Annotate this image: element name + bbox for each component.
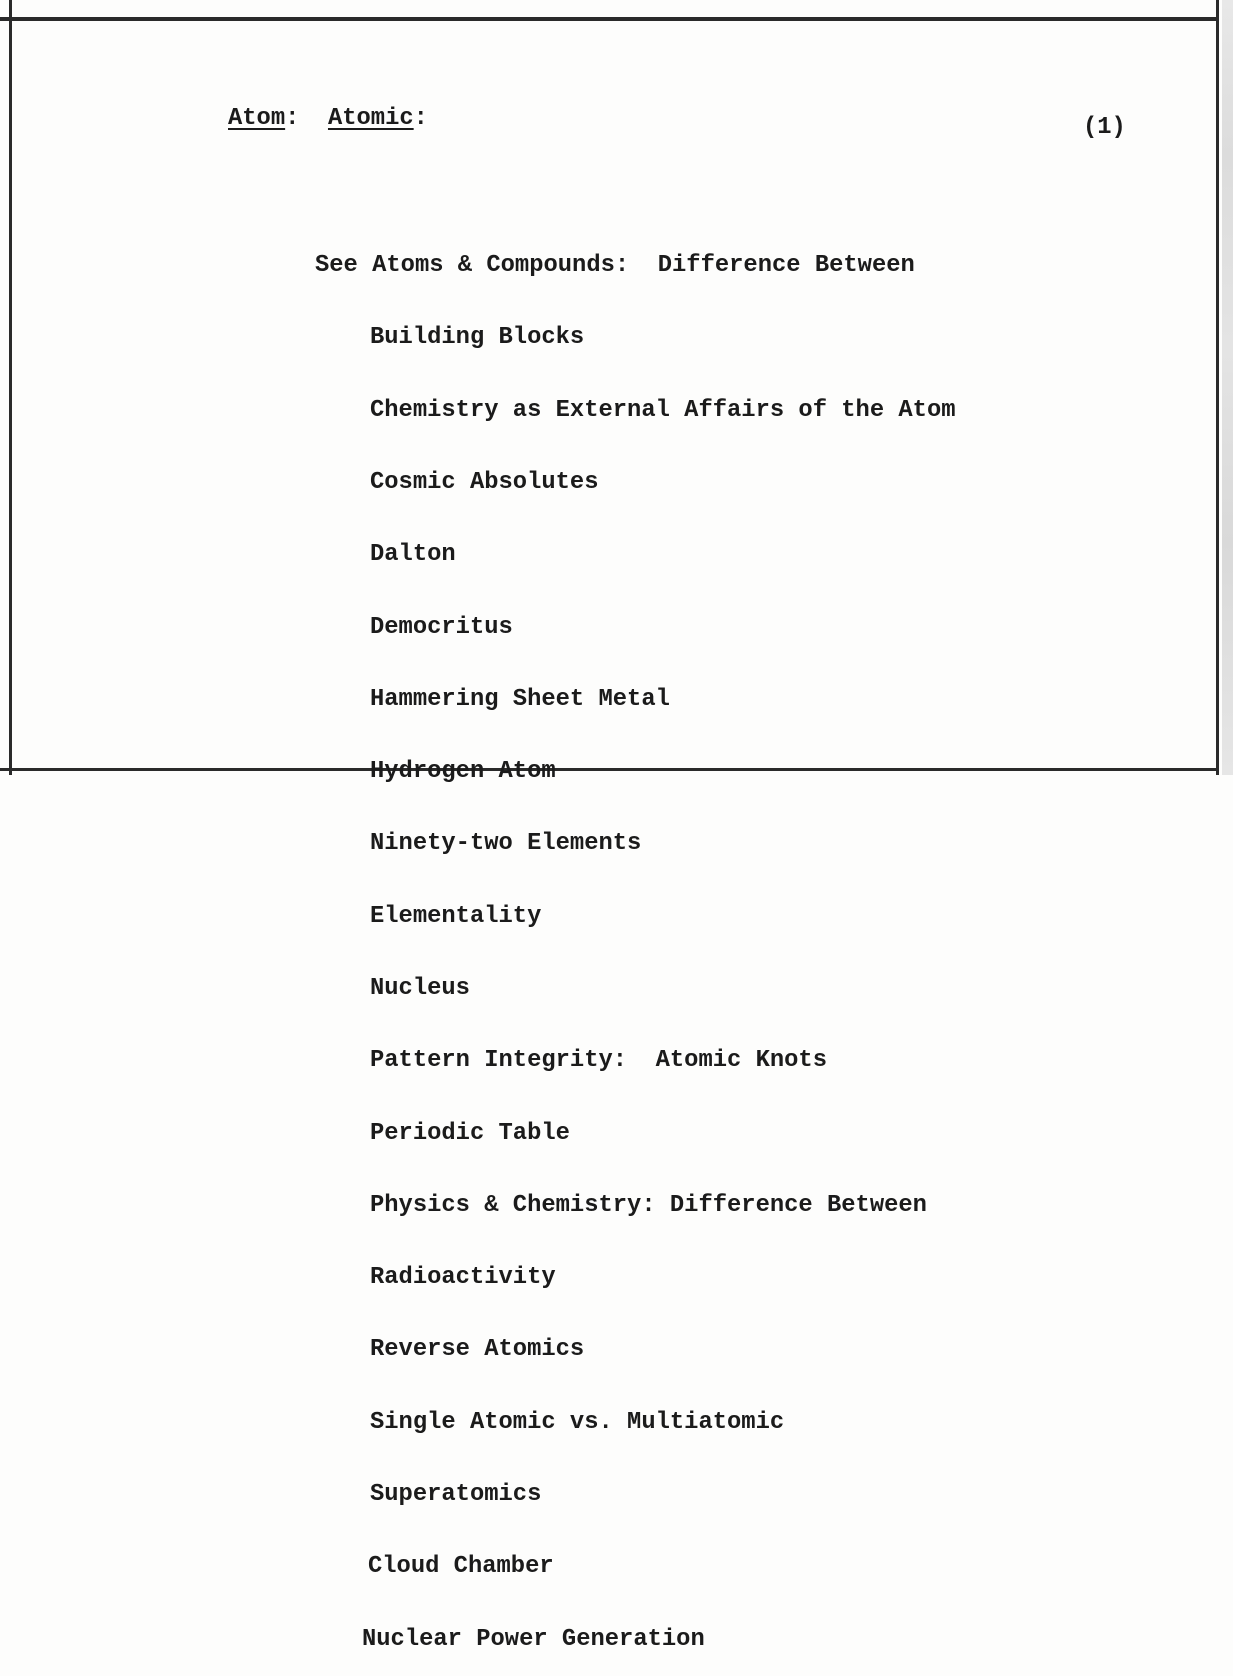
scanner-background-strip [1222, 0, 1233, 775]
reference-item: Nucleus [370, 975, 470, 1002]
see-prefix: See [315, 252, 373, 280]
card-border-right [1216, 0, 1219, 775]
reference-line [315, 254, 956, 278]
reference-item: Ninety-two Elements [370, 830, 642, 858]
heading-term-atomic: Atomic [327, 105, 414, 132]
reference-item: Dalton [370, 541, 456, 569]
see-references [315, 206, 956, 1676]
reference-item: Pattern Integrity: Atomic Knots [370, 1047, 827, 1075]
reference-item: Hammering Sheet Metal [370, 685, 670, 713]
reference-item: Nuclear Power Generation [362, 1625, 705, 1653]
card-border-left [9, 0, 12, 775]
reference-item: Radioactivity [370, 1264, 556, 1292]
reference-item: Building Blocks [370, 324, 585, 352]
reference-item: Cosmic Absolutes [370, 469, 599, 497]
reference-item: Elementality [370, 902, 542, 930]
reference-item: Superatomics [370, 1480, 542, 1508]
card-border-top [0, 17, 1219, 21]
heading-separator: : [413, 105, 428, 132]
reference-item: Physics & Chemistry: Difference Between [370, 1191, 927, 1219]
reference-item: Cloud Chamber [368, 1553, 554, 1581]
reference-item: Hydrogen Atom [370, 758, 556, 786]
card-heading [228, 107, 428, 131]
reference-item: Single Atomic vs. Multiatomic [370, 1408, 785, 1436]
page-number: (1) [1083, 114, 1126, 141]
reference-item: Atoms & Compounds: Difference Between [372, 252, 915, 280]
heading-separator: : [285, 105, 328, 132]
reference-item: Reverse Atomics [370, 1336, 585, 1364]
reference-item: Periodic Table [370, 1119, 570, 1147]
reference-item: Chemistry as External Affairs of the Atom [370, 396, 956, 424]
heading-term-atom: Atom [228, 105, 286, 132]
reference-item: Democritus [370, 613, 513, 641]
